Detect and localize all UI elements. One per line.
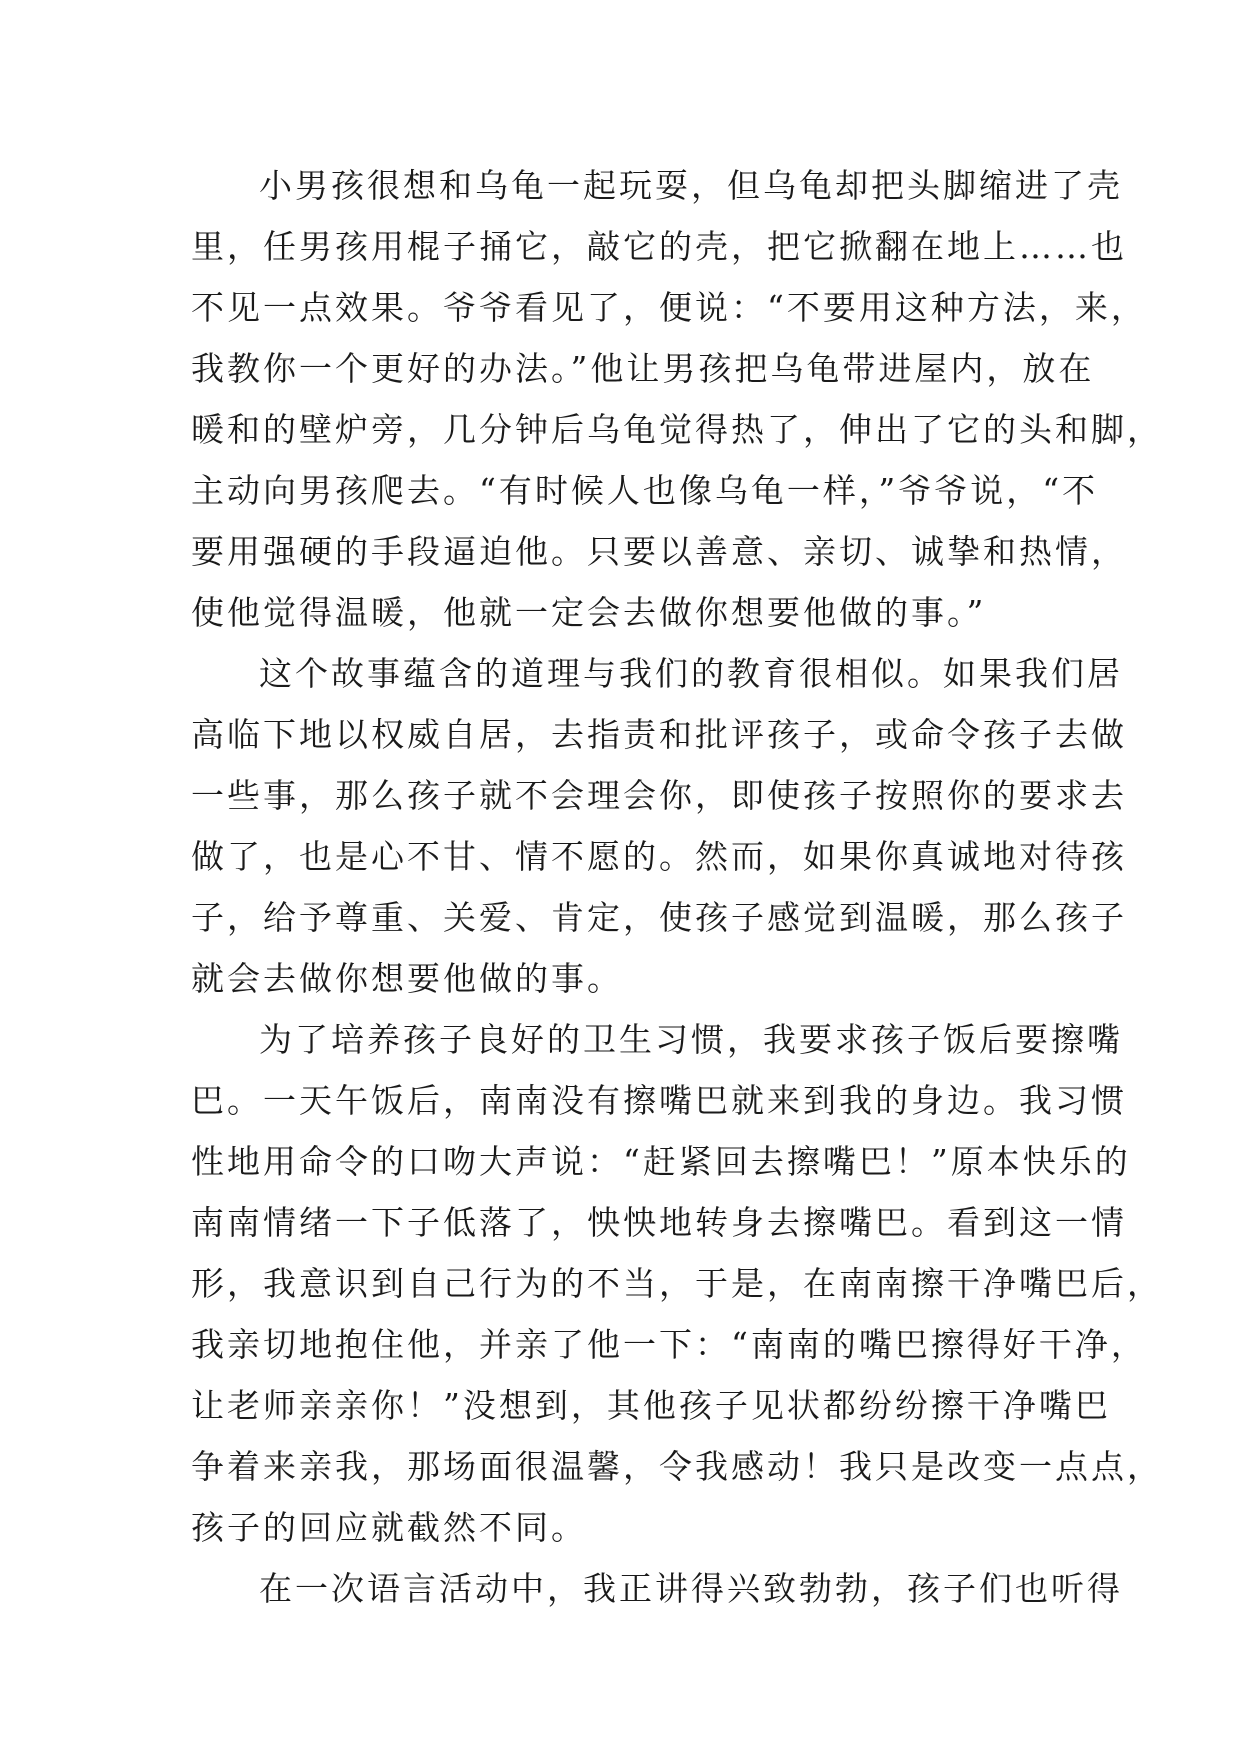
text-line: 就会去做你想要他做的事。	[191, 959, 623, 998]
text-line: 南南情绪一下子低落了，怏怏地转身去擦嘴巴。看到这一情	[191, 1203, 1127, 1242]
text-line: 使他觉得温暖，他就一定会去做你想要他做的事。”	[191, 593, 987, 632]
paragraph-education-lesson	[191, 643, 1127, 1009]
paragraph-hygiene-example	[191, 1009, 1163, 1558]
text-line: 这个故事蕴含的道理与我们的教育很相似。如果我们居	[259, 654, 1123, 693]
text-line: 主动向男孩爬去。“有时候人也像乌龟一样，”爷爷说，“不	[191, 471, 1099, 510]
text-line: 争着来亲我，那场面很温馨，令我感动！我只是改变一点点，	[191, 1447, 1163, 1486]
text-line: 在一次语言活动中，我正讲得兴致勃勃，孩子们也听得	[259, 1569, 1123, 1608]
text-line: 形，我意识到自己行为的不当，于是，在南南擦干净嘴巴后，	[191, 1264, 1163, 1303]
text-line: 做了，也是心不甘、情不愿的。然而，如果你真诚地对待孩	[191, 837, 1127, 876]
text-line: 暖和的壁炉旁，几分钟后乌龟觉得热了，伸出了它的头和脚，	[191, 410, 1163, 449]
text-line: 里，任男孩用棍子捅它，敲它的壳，把它掀翻在地上……也	[191, 227, 1127, 266]
paragraph-language-activity	[191, 1558, 1123, 1619]
text-line: 要用强硬的手段逼迫他。只要以善意、亲切、诚挚和热情，	[191, 532, 1127, 571]
text-line: 性地用命令的口吻大声说：“赶紧回去擦嘴巴！”原本快乐的	[191, 1142, 1131, 1181]
text-line: 为了培养孩子良好的卫生习惯，我要求孩子饭后要擦嘴	[259, 1020, 1123, 1059]
text-line: 我亲切地抱住他，并亲了他一下：“南南的嘴巴擦得好干净，	[191, 1325, 1147, 1364]
text-line: 小男孩很想和乌龟一起玩耍，但乌龟却把头脚缩进了壳	[259, 166, 1123, 205]
document-body	[191, 155, 1163, 1619]
text-line: 我教你一个更好的办法。”他让男孩把乌龟带进屋内，放在	[191, 349, 1095, 388]
text-line: 孩子的回应就截然不同。	[191, 1508, 587, 1547]
text-line: 巴。一天午饭后，南南没有擦嘴巴就来到我的身边。我习惯	[191, 1081, 1127, 1120]
text-line: 让老师亲亲你！”没想到，其他孩子见状都纷纷擦干净嘴巴	[191, 1386, 1111, 1425]
text-line: 高临下地以权威自居，去指责和批评孩子，或命令孩子去做	[191, 715, 1127, 754]
text-line: 不见一点效果。爷爷看见了，便说：“不要用这种方法，来，	[191, 288, 1147, 327]
text-line: 子，给予尊重、关爱、肯定，使孩子感觉到温暖，那么孩子	[191, 898, 1127, 937]
paragraph-turtle-story	[191, 155, 1163, 643]
text-line: 一些事，那么孩子就不会理会你，即使孩子按照你的要求去	[191, 776, 1127, 815]
